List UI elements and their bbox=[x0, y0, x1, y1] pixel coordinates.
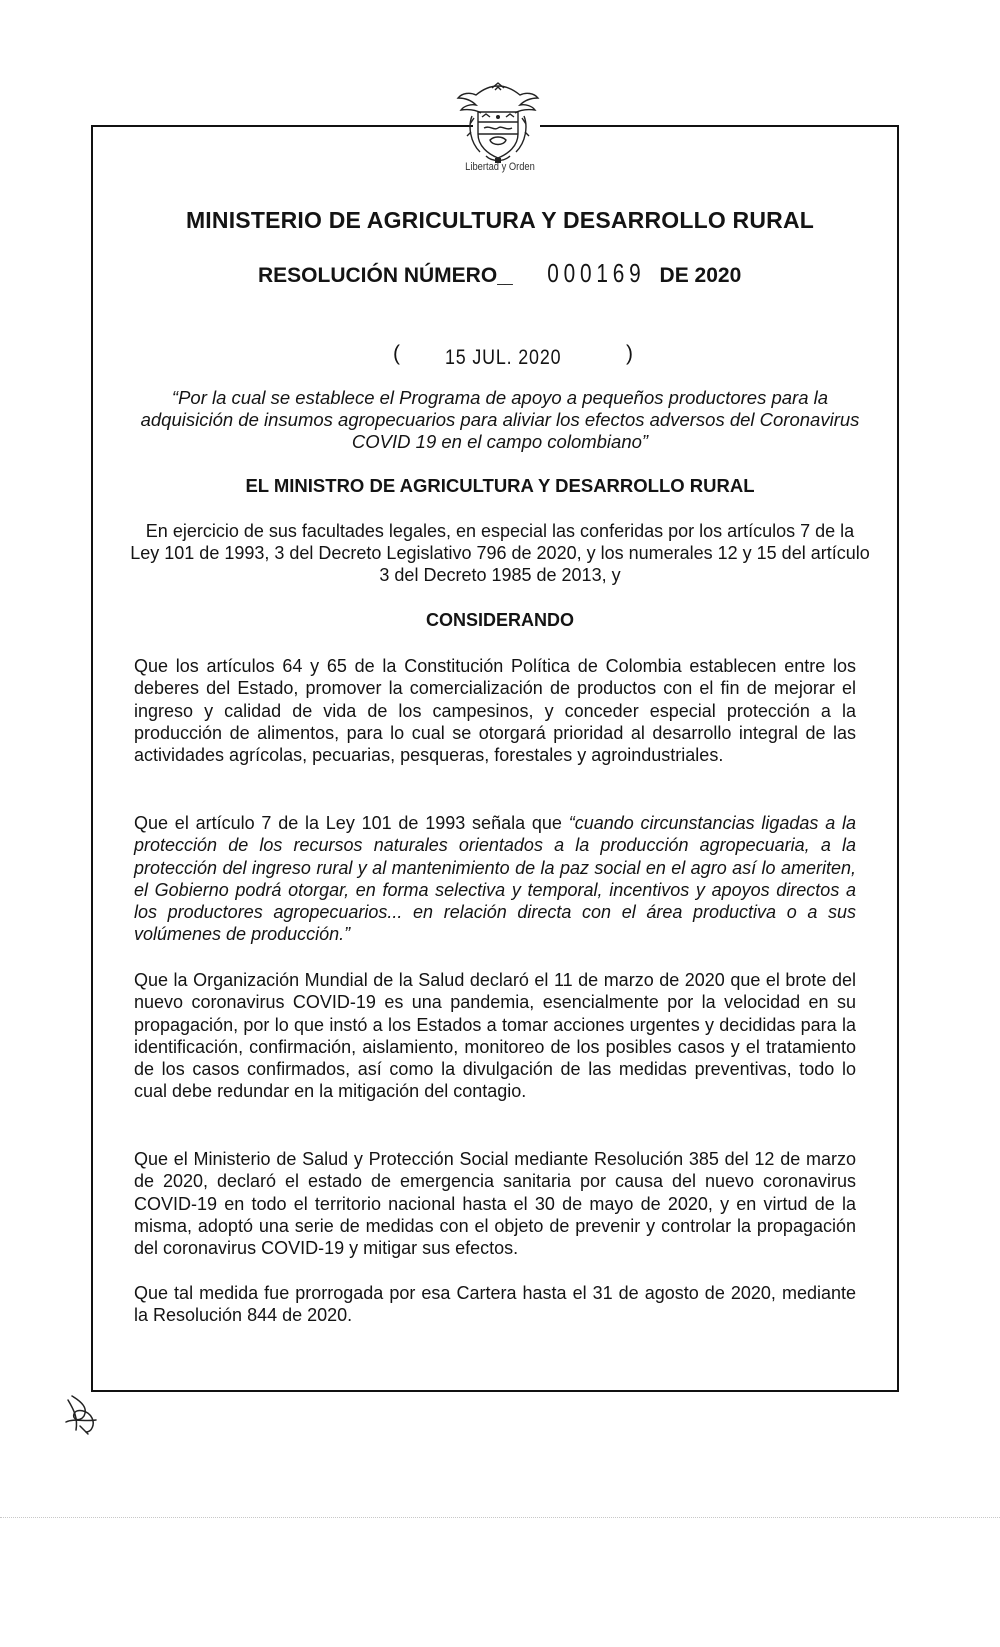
date-stamp: 15 JUL. 2020 bbox=[445, 346, 562, 369]
resolution-line bbox=[258, 258, 741, 289]
emblem-motto: Libertad y Orden bbox=[465, 161, 535, 173]
preamble: En ejercicio de sus facultades legales, en especial las conferidas por los artículos 7 de la Ley 101 de 1993, 3 del Decreto Legislativo 796 de 2020, y los numerales 12 y 15 del artículo 3 del Decreto 1985 de 2013, y bbox=[130, 521, 870, 585]
paragraph-ley-101-intro: Que el artículo 7 de la Ley 101 de 1993 señala que bbox=[134, 813, 569, 833]
ministry-heading: MINISTERIO DE AGRICULTURA Y DESARROLLO RURAL bbox=[185, 207, 815, 233]
frame-left-rule bbox=[91, 125, 93, 1391]
date-open-paren: ( bbox=[393, 342, 400, 365]
paragraph-ley-101 bbox=[134, 812, 856, 946]
paragraph-resolucion-385: Que el Ministerio de Salud y Protección Social mediante Resolución 385 del 12 de marzo de 2020, declaró el estado de emergencia sanitaria por causa del nuevo coronavirus COVID-19 en todo el territorio nacional hasta el 30 de mayo de 2020, y en virtud de la misma, adoptó una serie de medidas con el objeto de prevenir y controlar la propagación del coronavirus COVID-19 y mitigar sus efectos. bbox=[134, 1149, 856, 1259]
paragraph-resolucion-844: Que tal medida fue prorrogada por esa Cartera hasta el 31 de agosto de 2020, mediante la Resolución 844 de 2020. bbox=[134, 1283, 856, 1326]
frame-bottom-rule bbox=[91, 1390, 899, 1392]
considerando-heading: CONSIDERANDO bbox=[425, 610, 574, 630]
paragraph-constitution: Que los artículos 64 y 65 de la Constitución Política de Colombia establecen entre los deberes del Estado, promover la comercialización de productos con el fin de mejorar el ingreso y calidad de vida de los campesinos, y conceder especial protección a la producción de alimentos, para lo cual se otorgará prioridad al desarrollo integral de las actividades agrícolas, pecuarias, pesqueras, forestales y agroindustriales. bbox=[134, 656, 856, 766]
date-close-paren: ) bbox=[626, 342, 633, 365]
resolution-year: DE 2020 bbox=[659, 264, 742, 287]
frame-top-right-rule bbox=[540, 125, 898, 127]
frame-right-rule bbox=[897, 125, 899, 1391]
frame-top-left-rule bbox=[91, 125, 473, 127]
resolution-title: “Por la cual se establece el Programa de apoyo a pequeños productores para la adquisición de insumos agropecuarios para aliviar los efectos adversos del Coronavirus COVID 19 en el campo colombiano” bbox=[140, 387, 860, 452]
paragraph-ley-101-quote: “cuando circunstancias ligadas a la protección de los recursos naturales orientados a la producción agropecuaria, a la protección del ingreso rural y al mantenimiento de la paz social en el agro así lo ameriten, el Gobierno podrá otorgar, en forma selectiva y temporal, incentivos y apoyos directos a los productores agropecuarios... en relación directa con el área productiva o a sus volúmenes de producción.” bbox=[134, 813, 856, 945]
coat-of-arms-icon bbox=[452, 82, 544, 168]
resolution-underscore: __ bbox=[497, 269, 513, 285]
resolution-label: RESOLUCIÓN NÚMERO bbox=[258, 264, 498, 287]
paragraph-oms: Que la Organización Mundial de la Salud declaró el 11 de marzo de 2020 que el brote del nuevo coronavirus COVID-19 es una pandemia, esencialmente por la velocidad en su propagación, por lo que instó a los Estados a tomar acciones urgentes y decididas para la identificación, confirmación, aislamiento, monitoreo de los posibles casos y el tratamiento de los casos confirmados, así como la divulgación de las medidas preventivas, todo lo cual debe redundar en la mitigación del contagio. bbox=[134, 970, 856, 1102]
signature-initials-icon bbox=[62, 1392, 102, 1436]
minister-heading: EL MINISTRO DE AGRICULTURA Y DESARROLLO RURAL bbox=[245, 475, 755, 496]
resolution-number: 000169 bbox=[547, 258, 646, 288]
scan-edge-line bbox=[0, 1517, 1000, 1518]
